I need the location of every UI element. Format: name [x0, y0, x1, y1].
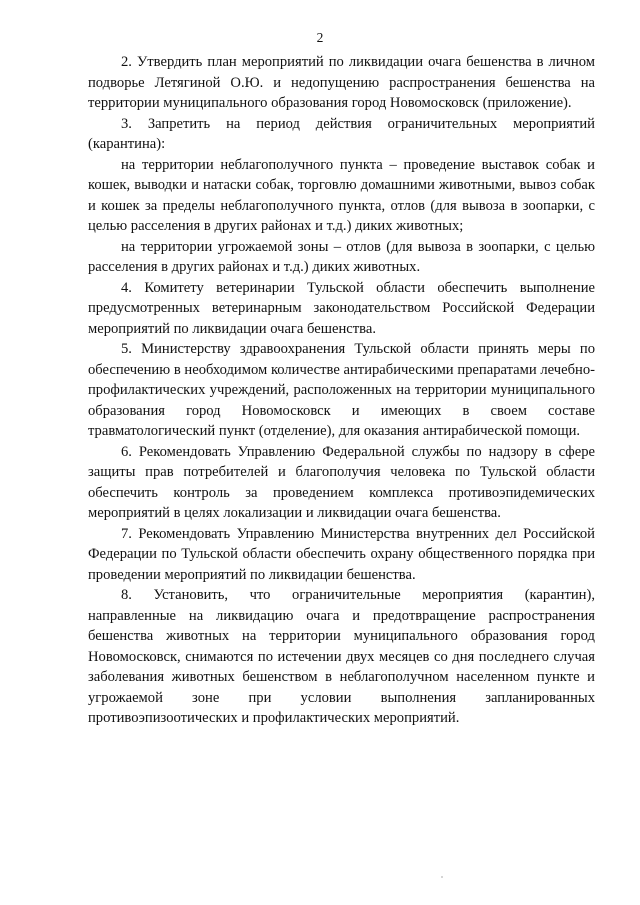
scan-speck [441, 876, 443, 878]
paragraph-item-5: 5. Министерству здравоохранения Тульской области принять меры по обеспечению в необходимом количестве антирабическими препаратами лечебно-профилактических учреждений, расположенных на территории муниципального образования город Новомосковск и имеющих в своем составе травматологический пункт (отделение), для оказания антирабической помощи. [88, 341, 595, 439]
paragraph-item-7: 7. Рекомендовать Управлению Министерства внутренних дел Российской Федерации по Тульской области обеспечить охрану общественного порядка при проведении мероприятий по ликвидации бешенства. [88, 525, 595, 583]
paragraph-item-2: 2. Утвердить план мероприятий по ликвидации очага бешенства в личном подворье Летягиной О.Ю. и недопущению распространения бешенства на территории муниципального образования город Новомосковск (приложение). [88, 54, 595, 111]
paragraph-item-4: 4. Комитету ветеринарии Тульской области обеспечить выполнение предусмотренных ветеринарным законодательством Российской Федерации мероприятий по ликвидации очага бешенства. [88, 279, 595, 337]
page-number: 2 [316, 30, 324, 45]
paragraph-item-3-threatened-zone: на территории угрожаемой зоны – отлов (для вывоза в зоопарки, с целью расселения в других районах и т.д.) диких животных. [88, 238, 595, 275]
paragraph-item-6: 6. Рекомендовать Управлению Федеральной службы по надзору в сфере защиты прав потребителей и благополучия человека по Тульской области обеспечить контроль за проведением комплекса противоэпидемических мероприятий в целях локализации и ликвидации очага бешенства. [88, 443, 595, 521]
paragraph-item-3: 3. Запретить на период действия ограничительных мероприятий (карантина): [88, 115, 595, 152]
document-body [88, 52, 595, 729]
paragraph-item-3-troubled-point: на территории неблагополучного пункта – проведение выставок собак и кошек, выводки и натаски собак, торговлю домашними животными, вывоз собак и кошек за пределы неблагополучного пункта, отлов (для вывоза в зоопарки, с целью расселения в других районах и т.д.) диких животных; [88, 156, 595, 234]
paragraph-item-8: 8. Установить, что ограничительные мероприятия (карантин), направленные на ликвидацию очага и предотвращение распространения бешенства животных на территории муниципального образования город Новомосковск, снимаются по истечении двух месяцев со дня последнего случая заболевания животных бешенством в неблагополучном населенном пункте и угрожаемой зоне при условии выполнения запланированных противоэпизоотических и профилактических мероприятий. [88, 587, 595, 726]
